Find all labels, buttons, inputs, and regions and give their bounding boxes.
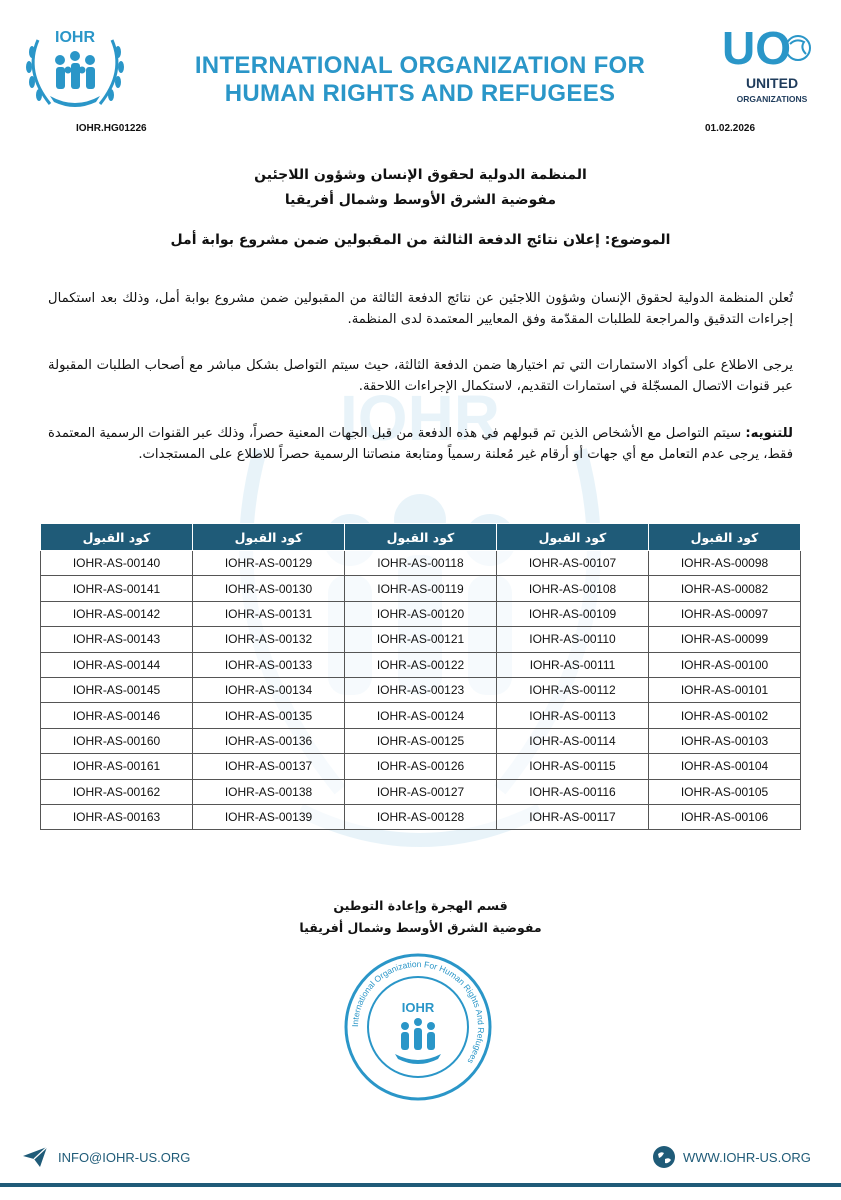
code-cell: IOHR-AS-00102 [649,703,801,728]
title-line-2: HUMAN RIGHTS AND REFUGEES [224,80,616,107]
code-cell: IOHR-AS-00099 [649,627,801,652]
code-cell: IOHR-AS-00139 [193,804,345,829]
code-cell: IOHR-AS-00114 [497,728,649,753]
code-cell: IOHR-AS-00112 [497,677,649,702]
send-icon [22,1146,48,1168]
note-label: للتنويه: [745,426,793,441]
signature-office: مفوضية الشرق الأوسط وشمال أفريقيا [299,920,542,935]
seal-center-text: IOHR [401,1000,435,1015]
table-row [41,627,801,652]
title-line-1: INTERNATIONAL ORGANIZATION FOR [194,52,646,79]
code-cell: IOHR-AS-00137 [193,754,345,779]
note-text: سيتم التواصل مع الأشخاص الذين تم قبولهم في هذه الدفعة من قبل الجهات المعنية حصراً، وذلك عبر القنوات الرسمية المعتمدة فقط، يرجى عدم التعامل مع أي جهات أو أرقام غير مُعلنة رسمياً ومتابعة منصاتنا الرسمية حصراً للاطلاع على المستجدات. [48,426,793,462]
table-row [41,576,801,601]
code-cell: IOHR-AS-00161 [41,754,193,779]
column-header: كود القبول [193,524,345,551]
code-cell: IOHR-AS-00117 [497,804,649,829]
column-header: كود القبول [345,524,497,551]
table-row [41,652,801,677]
code-cell: IOHR-AS-00104 [649,754,801,779]
code-cell: IOHR-AS-00082 [649,576,801,601]
code-cell: IOHR-AS-00136 [193,728,345,753]
code-cell: IOHR-AS-00109 [497,601,649,626]
code-cell: IOHR-AS-00163 [41,804,193,829]
code-cell: IOHR-AS-00106 [649,804,801,829]
column-header: كود القبول [41,524,193,551]
table-row [41,728,801,753]
watermark-text: IOHR [340,382,500,454]
table-row [41,551,801,576]
paragraph-note [48,423,793,465]
code-cell: IOHR-AS-00098 [649,551,801,576]
code-cell: IOHR-AS-00160 [41,728,193,753]
organization-title [150,52,690,108]
code-cell: IOHR-AS-00128 [345,804,497,829]
footer-email[interactable]: INFO@IOHR-US.ORG [58,1150,191,1165]
code-cell: IOHR-AS-00143 [41,627,193,652]
code-cell: IOHR-AS-00131 [193,601,345,626]
code-cell: IOHR-AS-00132 [193,627,345,652]
code-cell: IOHR-AS-00103 [649,728,801,753]
code-cell: IOHR-AS-00118 [345,551,497,576]
code-cell: IOHR-AS-00111 [497,652,649,677]
left-logo-text: IOHR [55,29,95,46]
code-cell: IOHR-AS-00126 [345,754,497,779]
letter-date: 01.02.2026 [705,123,756,134]
code-cell: IOHR-AS-00101 [649,677,801,702]
code-cell: IOHR-AS-00129 [193,551,345,576]
code-cell: IOHR-AS-00122 [345,652,497,677]
letter-subject: الموضوع: إعلان نتائج الدفعة الثالثة من المقبولين ضمن مشروع بوابة أمل [170,232,671,248]
arabic-org-name: المنظمة الدولية لحقوق الإنسان وشؤون اللاجئين [254,167,587,183]
code-cell: IOHR-AS-00110 [497,627,649,652]
code-cell: IOHR-AS-00113 [497,703,649,728]
uo-mark: UO [722,22,791,74]
column-header: كود القبول [497,524,649,551]
reference-number: IOHR.HG01226 [76,123,147,134]
code-cell: IOHR-AS-00121 [345,627,497,652]
footer-divider [0,1180,841,1190]
code-cell: IOHR-AS-00127 [345,779,497,804]
code-cell: IOHR-AS-00100 [649,652,801,677]
code-cell: IOHR-AS-00162 [41,779,193,804]
paragraph-instructions: يرجى الاطلاع على أكواد الاستمارات التي تم اختيارها ضمن الدفعة الثالثة، حيث سيتم التواصل بشكل مباشر مع أصحاب الطلبات المقبولة عبر قنوات الاتصال المسجّلة في استمارات التقديم، لاستكمال الإجراءات اللاحقة. [48,358,793,394]
code-cell: IOHR-AS-00115 [497,754,649,779]
table-row [41,601,801,626]
code-cell: IOHR-AS-00124 [345,703,497,728]
paragraph-announcement: تُعلن المنظمة الدولية لحقوق الإنسان وشؤون اللاجئين عن نتائج الدفعة الثالثة من المقبولين ضمن مشروع بوابة أمل، وذلك بعد استكمال إجراءات التدقيق والمراجعة للطلبات المقدّمة وفق المعايير المعتمدة لدى المنظمة. [48,291,793,327]
table-body [41,551,801,830]
code-cell: IOHR-AS-00116 [497,779,649,804]
code-cell: IOHR-AS-00134 [193,677,345,702]
iohr-logo-icon [20,12,130,122]
code-cell: IOHR-AS-00142 [41,601,193,626]
code-cell: IOHR-AS-00145 [41,677,193,702]
column-header: كود القبول [649,524,801,551]
table-row [41,779,801,804]
code-cell: IOHR-AS-00141 [41,576,193,601]
code-cell: IOHR-AS-00108 [497,576,649,601]
code-cell: IOHR-AS-00097 [649,601,801,626]
code-cell: IOHR-AS-00135 [193,703,345,728]
official-seal-icon [343,952,493,1102]
code-cell: IOHR-AS-00133 [193,652,345,677]
arabic-office-name: مفوضية الشرق الأوسط وشمال أفريقيا [284,192,557,208]
code-cell: IOHR-AS-00144 [41,652,193,677]
code-cell: IOHR-AS-00146 [41,703,193,728]
table-row [41,804,801,829]
code-cell: IOHR-AS-00123 [345,677,497,702]
code-cell: IOHR-AS-00140 [41,551,193,576]
globe-icon [652,1145,676,1169]
united-organizations-logo-icon [720,20,825,110]
signature-department: قسم الهجرة وإعادة التوطين [333,898,508,913]
code-cell: IOHR-AS-00105 [649,779,801,804]
code-cell: IOHR-AS-00107 [497,551,649,576]
seal-ring-text: International Organization For Human Rights And Refugees [349,958,487,1066]
code-cell: IOHR-AS-00119 [345,576,497,601]
acceptance-codes-table [40,523,801,830]
code-cell: IOHR-AS-00138 [193,779,345,804]
organizations-text: ORGANIZATIONS [736,94,808,104]
code-cell: IOHR-AS-00120 [345,601,497,626]
table-header-row [41,524,801,551]
table-row [41,703,801,728]
footer-website[interactable]: WWW.IOHR-US.ORG [683,1150,811,1165]
united-text: UNITED [745,75,799,91]
code-cell: IOHR-AS-00125 [345,728,497,753]
table-row [41,677,801,702]
code-cell: IOHR-AS-00130 [193,576,345,601]
table-row [41,754,801,779]
